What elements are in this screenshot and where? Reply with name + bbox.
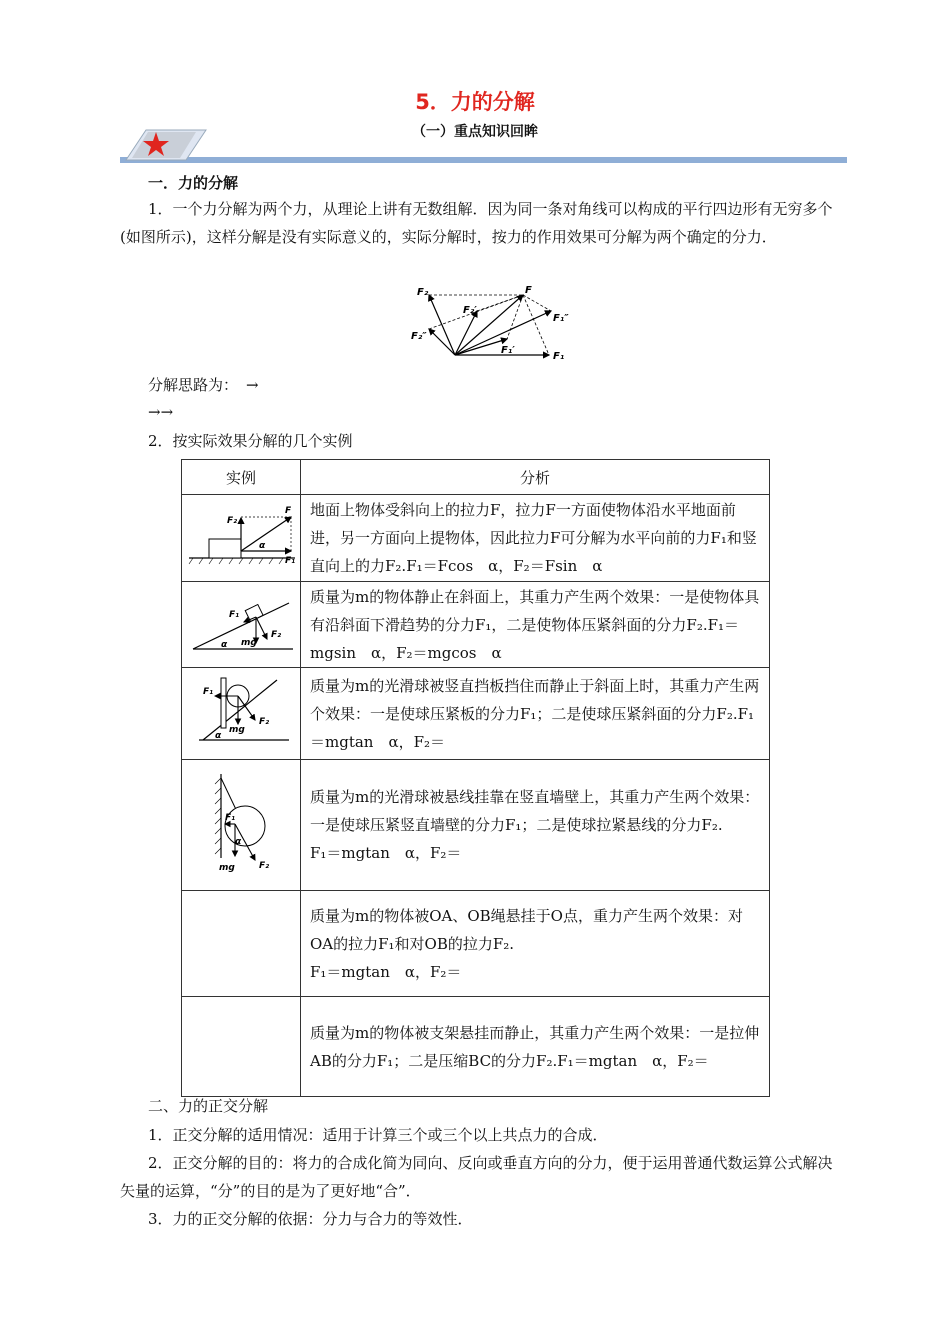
analysis-cell: 质量为m的物体被支架悬挂而静止，其重力产生两个效果：一是拉伸AB的分力F₁；二是压缩BC的分力F₂.F₁＝mgtan α，F₂＝ — [301, 997, 770, 1097]
label-f1: F₁ — [285, 556, 296, 566]
table-row — [182, 495, 770, 582]
table-row — [182, 668, 770, 760]
table-row — [182, 760, 770, 891]
page-subtitle: （一）重点知识回眸 — [412, 124, 538, 140]
label-f1: F₁ — [553, 351, 565, 362]
label-alpha: α — [215, 730, 222, 741]
label-f2pp: F₂″ — [411, 331, 427, 342]
label-f1: F₁ — [225, 813, 236, 823]
approach-arrow: → — [246, 376, 259, 394]
section1-paragraph1: 1．一个力分解为两个力，从理论上讲有无数组解．因为同一条对角线可以构成的平行四边形有无穷多个(如图所示)，这样分解是没有实际意义的，实际分解时，按力的作用效果可分解为两个确定的分力． — [120, 200, 833, 246]
analysis-text: 质量为m的光滑球被悬线挂靠在竖直墙壁上，其重力产生两个效果：一是使球压紧竖直墙壁的分力F₁；二是使球拉紧悬线的分力F₂. — [310, 788, 760, 834]
label-f2: F₂ — [259, 861, 270, 871]
label-mg: mg — [229, 724, 245, 735]
section2-heading: 二、力的正交分解 — [148, 1097, 269, 1115]
table-header-row — [182, 460, 770, 495]
label-alpha: α — [259, 541, 266, 551]
label-f2: F₂ — [271, 629, 282, 640]
table-row — [182, 582, 770, 668]
star-badge-icon — [118, 128, 208, 164]
label-f: F — [525, 285, 532, 296]
section2-item2: 2．正交分解的目的：将力的合成化简为同向、反向或垂直方向的分力，便于运用普通代数运算公式解决矢量的运算，“分”的目的是为了更好地“合”． — [120, 1154, 833, 1200]
label-f1p: F₁′ — [501, 345, 515, 356]
examples-table — [181, 459, 770, 1097]
empty-figure-cell — [182, 891, 301, 997]
analysis-cell: 质量为m的光滑球被竖直挡板挡住而静止于斜面上时，其重力产生两个效果：一是使球压紧板的分力F₁；二是使球压紧斜面的分力F₂.F₁＝mgtan α，F₂＝ — [301, 668, 770, 760]
section1-heading: 一．力的分解 — [148, 174, 239, 192]
analysis-formula: F₁＝mgtan α，F₂＝ — [310, 962, 462, 981]
col-example-header: 实例 — [182, 460, 301, 495]
label-alpha: α — [235, 837, 242, 847]
label-f1pp: F₁″ — [553, 313, 569, 324]
label-f2: F₂ — [417, 287, 429, 298]
hanging-ball-wall-figure — [185, 768, 297, 878]
banner-line — [120, 157, 847, 163]
analysis-cell — [301, 760, 770, 891]
col-analysis-header: 分析 — [301, 460, 770, 495]
section1-paragraph2: 2．按实际效果分解的几个实例 — [148, 432, 353, 450]
approach-arrows: →→ — [148, 403, 174, 421]
table-row — [182, 891, 770, 997]
label-f1: F₁ — [203, 686, 214, 697]
label-f2: F₂ — [259, 716, 270, 727]
label-alpha: α — [221, 639, 228, 650]
approach-text: 分解思路为： — [148, 376, 239, 394]
pulled-block-figure — [185, 501, 297, 571]
approach-line — [148, 371, 259, 399]
analysis-cell: 质量为m的物体静止在斜面上，其重力产生两个效果：一是使物体具有沿斜面下滑趋势的分力F₁，二是使物体压紧斜面的分力F₂.F₁＝mgsin α，F₂＝mgcos α — [301, 582, 770, 668]
label-mg: mg — [219, 863, 235, 873]
table-row — [182, 997, 770, 1097]
analysis-formula: F₁＝mgtan α，F₂＝ — [310, 844, 462, 862]
section2-item1: 1．正交分解的适用情况：适用于计算三个或三个以上共点力的合成． — [148, 1126, 608, 1144]
page-title: 5．力的分解 — [415, 90, 535, 114]
label-f1: F₁ — [229, 609, 240, 620]
label-f2p: F₂′ — [463, 305, 477, 316]
section2-item3: 3．力的正交分解的依据：分力与合力的等效性． — [148, 1210, 473, 1228]
ball-board-incline-figure — [185, 672, 297, 752]
label-f2: F₂ — [227, 516, 238, 526]
analysis-text: 质量为m的物体被OA、OB绳悬挂于O点，重力产生两个效果：对OA的拉力F₁和对OB的拉力F₂. — [310, 906, 743, 953]
label-f: F — [285, 506, 292, 516]
force-decomposition-figure — [405, 283, 575, 368]
analysis-cell: 地面上物体受斜向上的拉力F，拉力F一方面使物体沿水平地面前进，另一方面向上提物体，因此拉力F可分解为水平向前的力F₁和竖直向上的力F₂.F₁＝Fcos α，F₂＝Fsin α — [301, 495, 770, 582]
empty-figure-cell — [182, 997, 301, 1097]
label-mg: mg — [241, 637, 257, 648]
analysis-cell — [301, 891, 770, 997]
incline-block-figure — [185, 587, 297, 659]
